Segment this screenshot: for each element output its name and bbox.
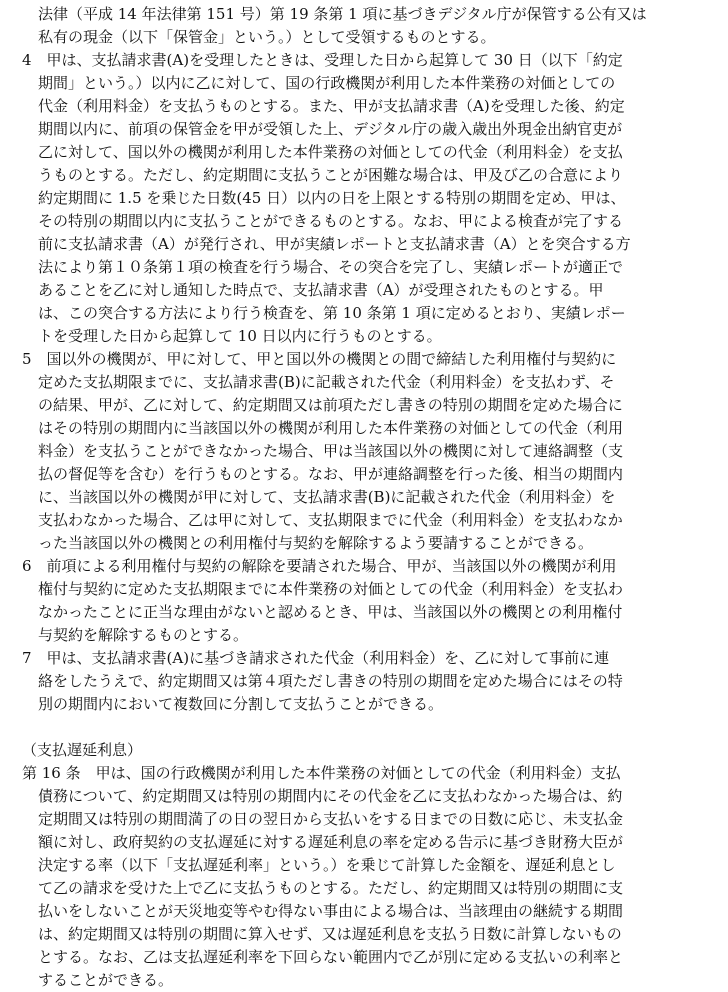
text-line: 料金）を支払うことができなかった場合、甲は当該国以外の機関に対して連絡調整（支	[38, 442, 624, 460]
text-line: は、約定期間又は特別の期間に算入せず、又は遅延利息を支払う日数に計算しないもの	[38, 925, 622, 943]
text-line: うものとする。ただし、約定期間に支払うことが困難な場合は、甲及び乙の合意により	[38, 166, 624, 184]
text-line: 別の期間内において複数回に分割して支払うことができる。	[38, 695, 444, 713]
text-line: あることを乙に対し通知した時点で、支払請求書（A）が受理されたものとする。甲	[38, 281, 604, 299]
text-line: 定期間又は特別の期間満了の日の翌日から支払いをする日までの日数に応じ、未支払金	[38, 810, 624, 828]
text-line: 7 甲は、支払請求書(A)に基づき請求された代金（利用料金）を、乙に対して事前に連	[22, 649, 610, 667]
text-line: 額に対し、政府契約の支払遅延に対する遅延利息の率を定める告示に基づき財務大臣が	[38, 833, 624, 851]
text-line: 権付与契約に定めた支払期限までに本件業務の対価としての代金（利用料金）を支払わ	[38, 580, 624, 598]
text-line: 債務について、約定期間又は特別の期間内にその代金を乙に支払わなかった場合は、約	[38, 787, 623, 805]
text-line: はその特別の期間内に当該国以外の機関が利用した本件業務の対価としての代金（利用	[38, 419, 624, 437]
text-line: 代金（利用料金）を支払うものとする。また、甲が支払請求書（A)を受理した後、約定	[38, 97, 625, 115]
text-line: 6 前項による利用権付与契約の解除を要請された場合、甲が、当該国以外の機関が利用	[22, 557, 617, 575]
text-line: 4 甲は、支払請求書(A)を受理したときは、受理した日から起算して 30 日（以下「約定	[22, 51, 623, 69]
text-line: 決定する率（以下「支払遅延利率」という。）を乗じて計算した金額を、遅延利息とし	[38, 856, 616, 874]
text-line: 乙に対して、国以外の機関が利用した本件業務の対価としての代金（利用料金）を支払	[38, 143, 623, 161]
text-line: 期間」という。）以内に乙に対して、国の行政機関が利用した本件業務の対価としての	[38, 74, 616, 92]
text-line: その特別の期間以内に支払うことができるものとする。なお、甲による検査が完了する	[38, 212, 624, 230]
text-line: は、この突合する方法により行う検査を、第 10 条第 1 項に定めるとおり、実績レポー	[38, 304, 626, 322]
text-line: とする。なお、乙は支払遅延利率を下回らない範囲内で乙が別に定める支払いの利率と	[38, 948, 624, 966]
text-line: った当該国以外の機関との利用権付与契約を解除するよう要請することができる。	[38, 534, 594, 552]
text-line: トを受理した日から起算して 10 日以内に行うものとする。	[38, 327, 442, 345]
text-line: の結果、甲が、乙に対して、約定期間又は前項ただし書きの特別の期間を定めた場合に	[38, 396, 623, 414]
text-line: 前に支払請求書（A）が発行され、甲が実績レポートと支払請求書（A）とを突合する方	[38, 235, 631, 253]
text-line: 期間以内に、前項の保管金を甲が受領した上、デジタル庁の歳入歳出外現金出納官吏が	[38, 120, 623, 138]
text-line: に、当該国以外の機関が甲に対して、支払請求書(B)に記載された代金（利用料金）を	[38, 488, 616, 506]
section-heading: （支払遅延利息）	[22, 741, 143, 759]
text-line: 与契約を解除するものとする。	[38, 626, 249, 644]
text-line: 約定期間に 1.5 を乗じた日数(45 日）以内の日を上限とする特別の期間を定め、甲は、	[38, 189, 626, 207]
text-line: なかったことに正当な理由がないと認めるとき、甲は、当該国以外の機関との利用権付	[38, 603, 623, 621]
text-line: 払の督促等を含む）を行うものとする。なお、甲が連絡調整を行った後、相当の期間内	[38, 465, 624, 483]
text-line: 法により第１０条第１項の検査を行う場合、その突合を完了し、実績レポートが適正で	[38, 258, 624, 276]
text-line: 支払わなかった場合、乙は甲に対して、支払期限までに代金（利用料金）を支払わなか	[38, 511, 623, 529]
text-line: 第 16 条 甲は、国の行政機関が利用した本件業務の対価としての代金（利用料金）支払	[22, 764, 621, 782]
text-line: 私有の現金（以下「保管金」という。）として受領するものとする。	[38, 28, 496, 46]
text-line: て乙の請求を受けた上で乙に支払うものとする。ただし、約定期間又は特別の期間に支	[38, 879, 624, 897]
text-line: 絡をしたうえで、約定期間又は第４項ただし書きの特別の期間を定めた場合にはその特	[38, 672, 623, 690]
text-line: 5 国以外の機関が、甲に対して、甲と国以外の機関との間で締結した利用権付与契約に	[22, 350, 617, 368]
text-line: 法律（平成 14 年法律第 151 号）第 19 条第 1 項に基づきデジタル庁が保管する公有又は	[38, 5, 647, 23]
text-line: 払いをしないことが天災地変等やむ得ない事由による場合は、当該理由の継続する期間	[38, 902, 624, 920]
text-line: 定めた支払期限までに、支払請求書(B)に記載された代金（利用料金）を支払わず、そ	[38, 373, 615, 391]
text-line: することができる。	[38, 971, 174, 989]
